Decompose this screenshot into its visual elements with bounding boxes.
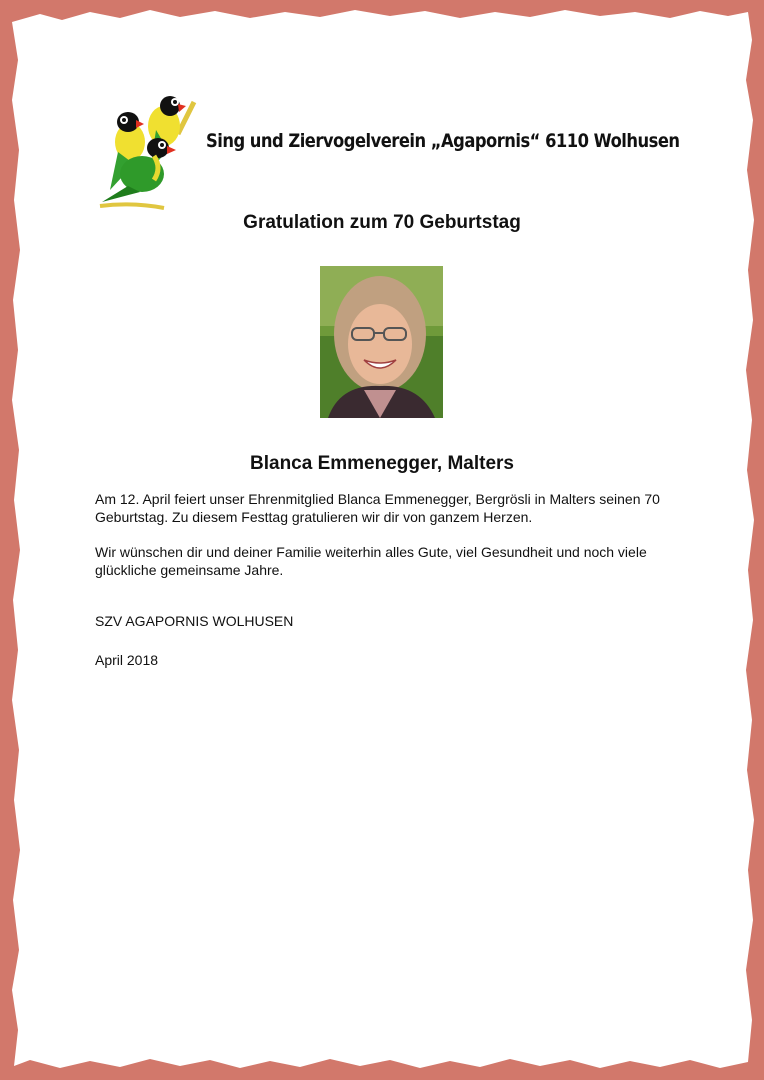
club-name: Sing und Ziervogelverein „Agapornis“ 6110 Wolhusen [206,130,680,152]
congratulation-paragraph: Am 12. April feiert unser Ehrenmitglied Blanca Emmenegger, Bergrösli in Malters seinen 70 Geburtstag. Zu diesem Festtag gratulieren wir dir von ganzem Herzen. [95,491,660,525]
honoree-name: Blanca Emmenegger, Malters [250,453,514,474]
wishes-paragraph: Wir wünschen dir und deiner Familie weiterhin alles Gute, viel Gesundheit und noch viele glückliche gemeinsame Jahre. [95,544,647,578]
page-title: Gratulation zum 70 Geburtstag [243,212,521,233]
date: April 2018 [95,652,159,668]
lovebirds-logo-icon [92,90,200,212]
signature: SZV AGAPORNIS WOLHUSEN [95,613,294,629]
portrait-photo [320,266,443,418]
